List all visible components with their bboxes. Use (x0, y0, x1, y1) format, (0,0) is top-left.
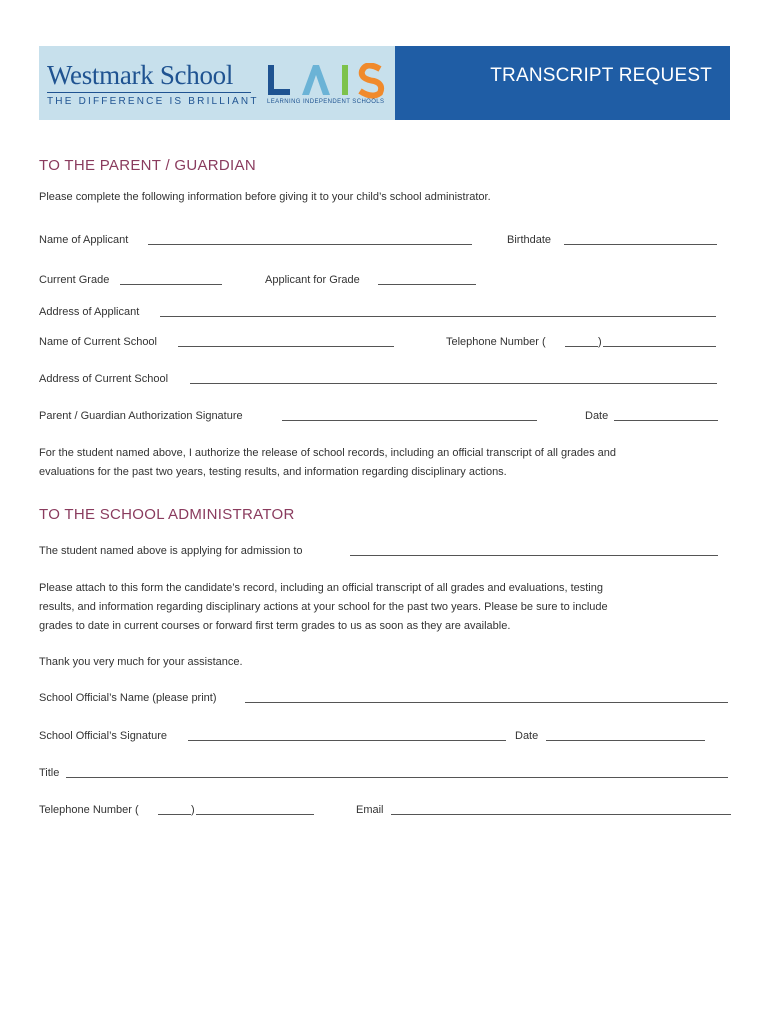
official-telephone-number-field[interactable] (196, 814, 314, 815)
parent-intro: Please complete the following information before giving it to your child’s school administrator. (39, 191, 491, 203)
school-address-label: Address of Current School (39, 373, 169, 385)
authorization-text-line2: evaluations for the past two years, testing results, and information regarding disciplinary actions. (39, 466, 507, 478)
attach-text-line2: results, and information regarding disciplinary actions at your school for the past two years. Please be sure to include (39, 601, 608, 613)
telephone-paren-close: ) (598, 336, 602, 348)
applicant-name-label: Name of Applicant (39, 234, 129, 246)
authorization-text-line1: For the student named above, I authorize the release of school records, including an official transcript of all grades and (39, 447, 617, 459)
email-label: Email (356, 804, 384, 816)
parent-section-heading: TO THE PARENT / GUARDIAN (39, 157, 256, 174)
official-telephone-label: Telephone Number ( (39, 804, 139, 816)
telephone-area-code-field[interactable] (565, 346, 598, 347)
current-grade-label: Current Grade (39, 274, 110, 286)
westmark-logo-text: Westmark School (47, 60, 234, 90)
official-signature-field[interactable] (188, 740, 506, 741)
official-date-label: Date (515, 730, 539, 742)
applicant-address-label: Address of Applicant (39, 306, 140, 318)
telephone-label: Telephone Number ( (446, 336, 546, 348)
birthdate-field[interactable] (564, 244, 717, 245)
attach-text-line3: grades to date in current courses or forward first term grades to us as soon as they are available. (39, 620, 511, 632)
official-telephone-paren-close: ) (191, 804, 195, 816)
logo-divider (47, 92, 251, 93)
logo-area (39, 46, 395, 120)
title-field[interactable] (66, 777, 728, 778)
title-label: Title (39, 767, 60, 779)
admin-section-heading: TO THE SCHOOL ADMINISTRATOR (39, 506, 295, 523)
current-grade-field[interactable] (120, 284, 222, 285)
applicant-grade-field[interactable] (378, 284, 476, 285)
title-band (395, 46, 730, 120)
lais-logo-icon (266, 63, 386, 103)
applying-label: The student named above is applying for admission to (39, 545, 303, 557)
official-date-field[interactable] (546, 740, 705, 741)
current-school-label: Name of Current School (39, 336, 157, 348)
applying-school-field[interactable] (350, 555, 718, 556)
parent-date-field[interactable] (614, 420, 718, 421)
official-telephone-area-code-field[interactable] (158, 814, 191, 815)
official-signature-label: School Official’s Signature (39, 730, 167, 742)
official-name-label: School Official’s Name (please print) (39, 692, 217, 704)
document-title: TRANSCRIPT REQUEST (490, 65, 712, 86)
email-field[interactable] (391, 814, 731, 815)
header-banner (39, 46, 730, 120)
parent-signature-label: Parent / Guardian Authorization Signature (39, 410, 243, 422)
parent-date-label: Date (585, 410, 609, 422)
current-school-field[interactable] (178, 346, 394, 347)
attach-text-line1: Please attach to this form the candidate’s record, including an official transcript of all grades and evaluations, testing (39, 582, 603, 594)
birthdate-label: Birthdate (507, 234, 552, 246)
school-address-field[interactable] (190, 383, 717, 384)
westmark-tagline: THE DIFFERENCE IS BRILLIANT (47, 96, 259, 107)
lais-subtitle: LEARNING INDEPENDENT SCHOOLS (267, 99, 385, 105)
applicant-name-field[interactable] (148, 244, 472, 245)
thanks-text: Thank you very much for your assistance. (39, 656, 243, 668)
official-name-field[interactable] (245, 702, 728, 703)
applicant-grade-label: Applicant for Grade (265, 274, 360, 286)
telephone-number-field[interactable] (603, 346, 716, 347)
applicant-address-field[interactable] (160, 316, 716, 317)
parent-signature-field[interactable] (282, 420, 537, 421)
